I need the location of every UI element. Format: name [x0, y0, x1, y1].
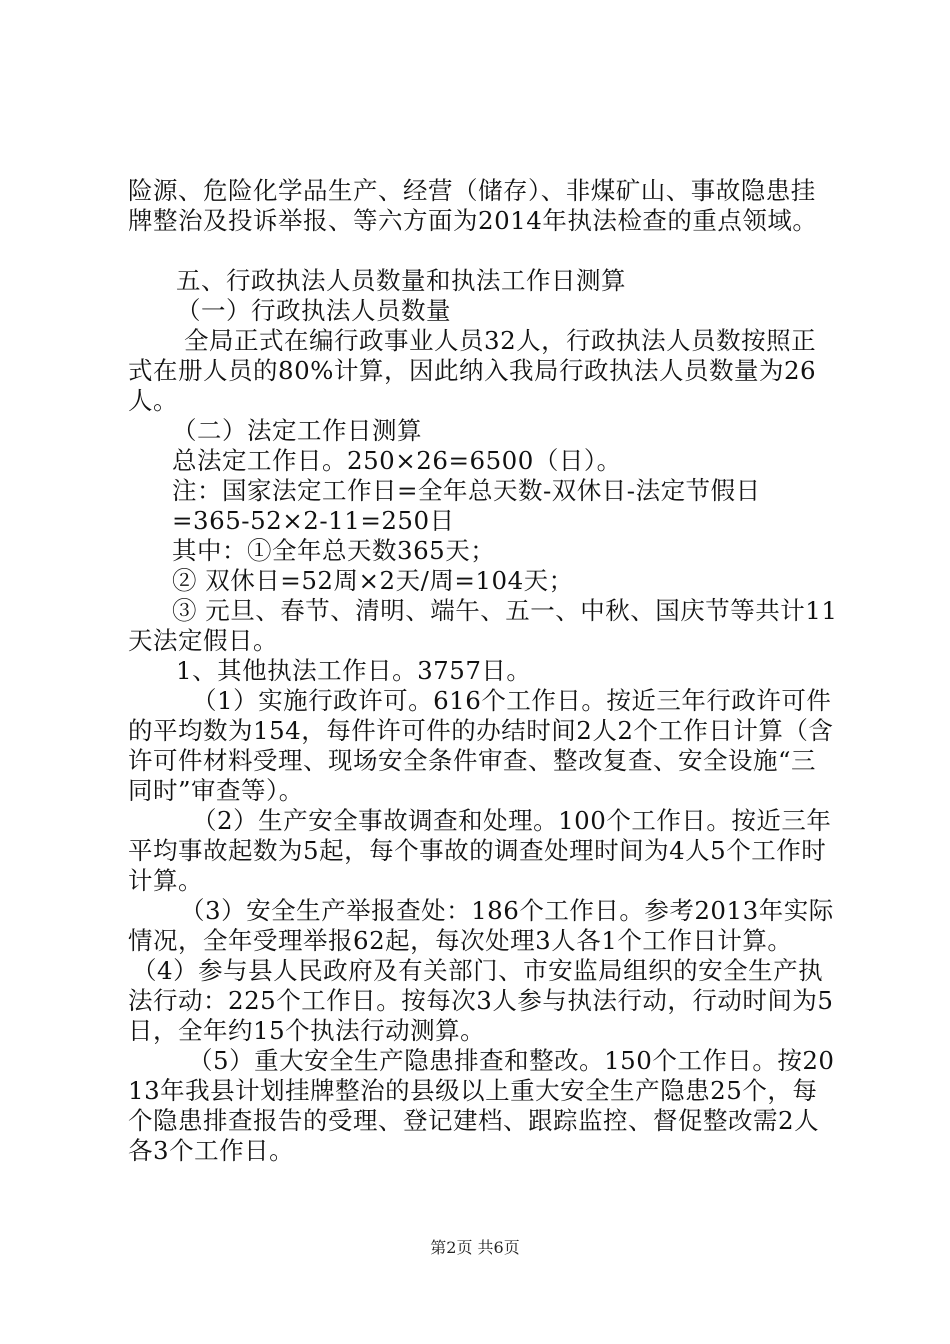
- paragraph-item-2: ② 双休日=52周×2天/周=104天；: [172, 566, 574, 595]
- paragraph-total-workdays: 总法定工作日。250×26=6500（日）。: [172, 446, 622, 475]
- document-body: [128, 176, 838, 1166]
- subsection-heading-two: （二）法定工作日测算: [172, 416, 422, 445]
- paragraph-item-3: ③ 元旦、春节、清明、端午、五一、中秋、国庆节等共计11天法定假日。: [128, 596, 838, 655]
- page-footer: 第2页 共6页: [430, 1238, 520, 1257]
- paragraph-report-handling: （3）安全生产举报查处：186个工作日。参考2013年实际情况，全年受理举报62起，每次处理3人各1个工作日计算。: [128, 896, 834, 955]
- paragraph-formula: =365-52×2-11=250日: [172, 506, 455, 535]
- paragraph-note: 注：国家法定工作日=全年总天数-双休日-法定节假日: [172, 476, 761, 505]
- paragraph-other-workdays: 1、其他执法工作日。3757日。: [176, 656, 532, 685]
- paragraph-key-areas: 险源、危险化学品生产、经营（储存）、非煤矿山、事故隐患挂牌整治及投诉举报、等六方面为2014年执法检查的重点领域。: [128, 176, 818, 235]
- paragraph-staff-count: 全局正式在编行政事业人员32人，行政执法人员数按照正式在册人员的80%计算，因此纳入我局行政执法人员数量为26人。: [128, 326, 817, 415]
- paragraph-hazard-rectification: （5）重大安全生产隐患排查和整改。150个工作日。按2013年我县计划挂牌整治的县级以上重大安全生产隐患25个，每个隐患排查报告的受理、登记建档、跟踪监控、督促整改需2人各3个工作日。: [128, 1046, 835, 1165]
- paragraph-item-1: 其中：①全年总天数365天；: [172, 536, 496, 565]
- paragraph-gap: [128, 236, 838, 266]
- paragraph-joint-enforcement: （4）参与县人民政府及有关部门、市安监局组织的安全生产执法行动：225个工作日。按每次3人参与执法行动，行动时间为5日，全年约15个执法行动测算。: [128, 956, 834, 1045]
- paragraph-accident-investigation: （2）生产安全事故调查和处理。100个工作日。按近三年平均事故起数为5起，每个事故的调查处理时间为4人5个工作时计算。: [128, 806, 832, 895]
- subsection-heading-one: （一）行政执法人员数量: [176, 296, 451, 325]
- paragraph-admin-license: （1）实施行政许可。616个工作日。按近三年行政许可件的平均数为154，每件许可件的办结时间2人2个工作日计算（含许可件材料受理、现场安全条件审查、整改复查、安全设施“三同时”审查等）。: [128, 686, 834, 805]
- section-heading-five: 五、行政执法人员数量和执法工作日测算: [176, 266, 626, 295]
